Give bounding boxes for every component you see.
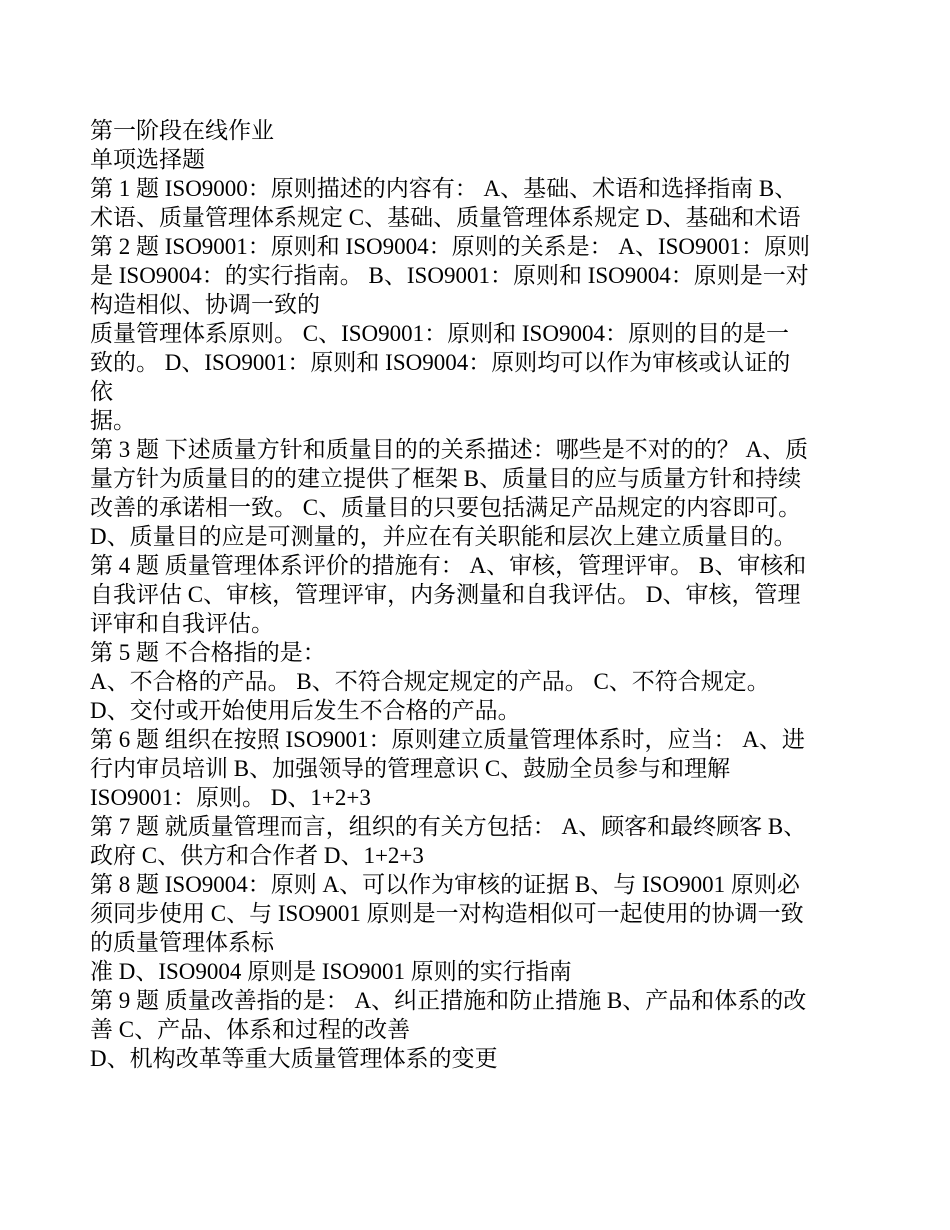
section-heading: 单项选择题 bbox=[90, 147, 205, 172]
text-line: 行内审员培训 B、加强领导的管理意识 C、鼓励全员参与和理解 bbox=[90, 756, 731, 781]
text-line: 第 7 题 就质量管理而言，组织的有关方包括： A、顾客和最终顾客 B、 bbox=[90, 814, 807, 839]
text-line: 善 C、产品、体系和过程的改善 bbox=[90, 1017, 411, 1042]
text-line: ISO9001：原则。 D、1+2+3 bbox=[90, 785, 371, 810]
text-line: 第 5 题 不合格指的是： bbox=[90, 640, 326, 665]
text-line: 量方针为质量目的的建立提供了框架 B、质量目的应与质量方针和持续 bbox=[90, 466, 802, 491]
text-line: 据。 bbox=[90, 408, 136, 433]
text-line: A、不合格的产品。 B、不符合规定规定的产品。 C、不符合规定。 bbox=[90, 669, 770, 694]
text-line: 自我评估 C、审核，管理评审，内务测量和自我评估。 D、审核，管理 bbox=[90, 582, 801, 607]
text-line: 第 1 题 ISO9000：原则描述的内容有： A、基础、术语和选择指南 B、 bbox=[90, 176, 798, 201]
document-title: 第一阶段在线作业 bbox=[90, 118, 274, 143]
text-line: 第 6 题 组织在按照 ISO9001：原则建立质量管理体系时，应当： A、进 bbox=[90, 727, 805, 752]
text-line: 致的。 D、ISO9001：原则和 ISO9004：原则均可以作为审核或认证的 bbox=[90, 350, 791, 375]
text-line: D、交付或开始使用后发生不合格的产品。 bbox=[90, 698, 521, 723]
text-line: 第 2 题 ISO9001：原则和 ISO9004：原则的关系是： A、ISO9001：原则 bbox=[90, 234, 811, 259]
text-line: 第 3 题 下述质量方针和质量目的的关系描述：哪些是不对的的？ A、质 bbox=[90, 437, 809, 462]
text-line: 第 4 题 质量管理体系评价的措施有： A、审核，管理评审。 B、审核和 bbox=[90, 553, 807, 578]
text-line: 评审和自我评估。 bbox=[90, 611, 274, 636]
text-line: 第 8 题 ISO9004：原则 A、可以作为审核的证据 B、与 ISO9001 原则必 bbox=[90, 872, 800, 897]
document-body bbox=[90, 116, 865, 1073]
text-line: 改善的承诺相一致。 C、质量目的只要包括满足产品规定的内容即可。 bbox=[90, 495, 802, 520]
text-line: D、机构改革等重大质量管理体系的变更 bbox=[90, 1046, 498, 1071]
text-line: 第 9 题 质量改善指的是： A、纠正措施和防止措施 B、产品和体系的改 bbox=[90, 988, 807, 1013]
text-line: 质量管理体系原则。 C、ISO9001：原则和 ISO9004：原则的目的是一 bbox=[90, 321, 789, 346]
text-line: D、质量目的应是可测量的，并应在有关职能和层次上建立质量目的。 bbox=[90, 524, 797, 549]
text-line: 须同步使用 C、与 ISO9001 原则是一对构造相似可一起使用的协调一致 bbox=[90, 901, 804, 926]
text-line: 构造相似、协调一致的 bbox=[90, 292, 320, 317]
text-line: 是 ISO9004：的实行指南。 B、ISO9001：原则和 ISO9004：原则是一对 bbox=[90, 263, 809, 288]
text-line: 准 D、ISO9004 原则是 ISO9001 原则的实行指南 bbox=[90, 959, 572, 984]
text-line: 政府 C、供方和合作者 D、1+2+3 bbox=[90, 843, 424, 868]
text-line: 术语、质量管理体系规定 C、基础、质量管理体系规定 D、基础和术语 bbox=[90, 205, 801, 230]
text-line: 依 bbox=[90, 379, 113, 404]
text-line: 的质量管理体系标 bbox=[90, 930, 274, 955]
